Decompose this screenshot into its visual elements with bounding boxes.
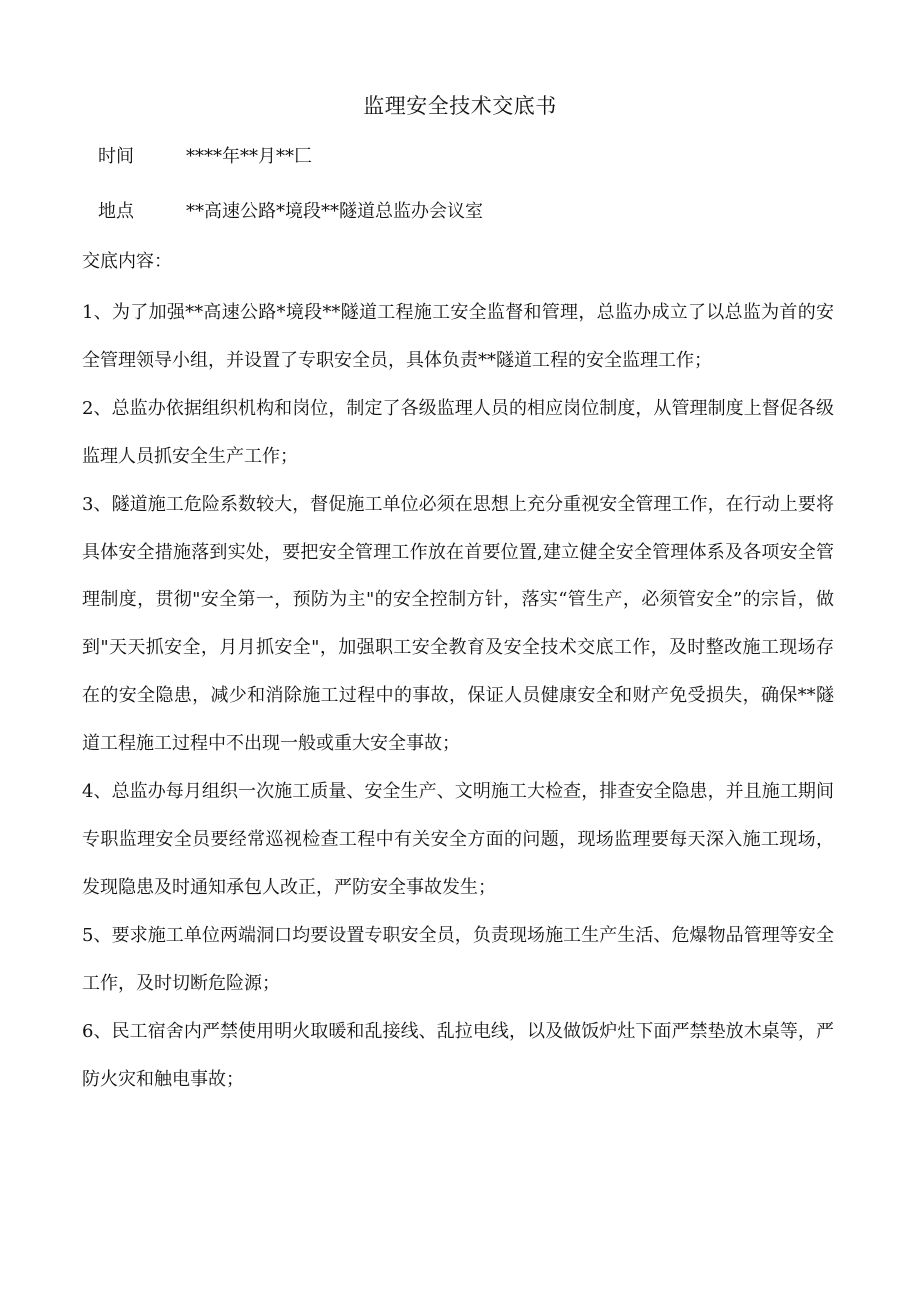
paragraph-1: 1、为了加强**高速公路*境段**隧道工程施工安全监督和管理，总监办成立了以总监为首的安全管理领导小组，并设置了专职安全员，具体负责**隧道工程的安全监理工作； bbox=[82, 302, 834, 371]
paragraph-3: 3、隧道施工危险系数较大，督促施工单位必须在思想上充分重视安全管理工作，在行动上要将具体安全措施落到实处，要把安全管理工作放在首要位置,建立健全安全管理体系及各项安全管理制度，贯彻"安全第一，预防为主"的安全控制方针，落实“管生产，必须管安全”的宗旨，做到"天天抓安全，月月抓安全"，加强职工安全教育及安全技术交底工作，及时整改施工现场存在的安全隐患，减少和消除施工过程中的事故，保证人员健康安全和财产免受损失，确保**隧道工程施工过程中不出现一般或重大安全事故； bbox=[82, 493, 834, 755]
document-title: 监理安全技术交底书 bbox=[363, 94, 557, 118]
document-body bbox=[82, 289, 834, 1103]
paragraph-4: 4、总监办每月组织一次施工质量、安全生产、文明施工大检查，排查安全隐患，并且施工期间专职监理安全员要经常巡视检查工程中有关安全方面的问题，现场监理要每天深入施工现场，发现隐患及时通知承包人改正，严防安全事故发生； bbox=[82, 781, 834, 898]
place-value: **高速公路*境段**隧道总监办会议室 bbox=[186, 201, 483, 222]
paragraph-2: 2、总监办依据组织机构和岗位，制定了各级监理人员的相应岗位制度，从管理制度上督促各级监理人员抓安全生产工作； bbox=[82, 397, 834, 467]
time-value: ****年**月**匚 bbox=[186, 146, 312, 167]
place-row bbox=[98, 192, 483, 232]
time-row bbox=[98, 137, 312, 177]
place-label: 地点 bbox=[98, 201, 134, 222]
time-label: 时间 bbox=[98, 146, 134, 167]
section-intro: 交底内容： bbox=[82, 251, 172, 272]
paragraph-6: 6、民工宿舍内严禁使用明火取暖和乱接线、乱拉电线，以及做饭炉灶下面严禁垫放木桌等，严防火灾和触电事故； bbox=[82, 1020, 834, 1090]
paragraph-5: 5、要求施工单位两端洞口均要设置专职安全员，负责现场施工生产生活、危爆物品管理等安全工作，及时切断危险源； bbox=[82, 924, 834, 994]
